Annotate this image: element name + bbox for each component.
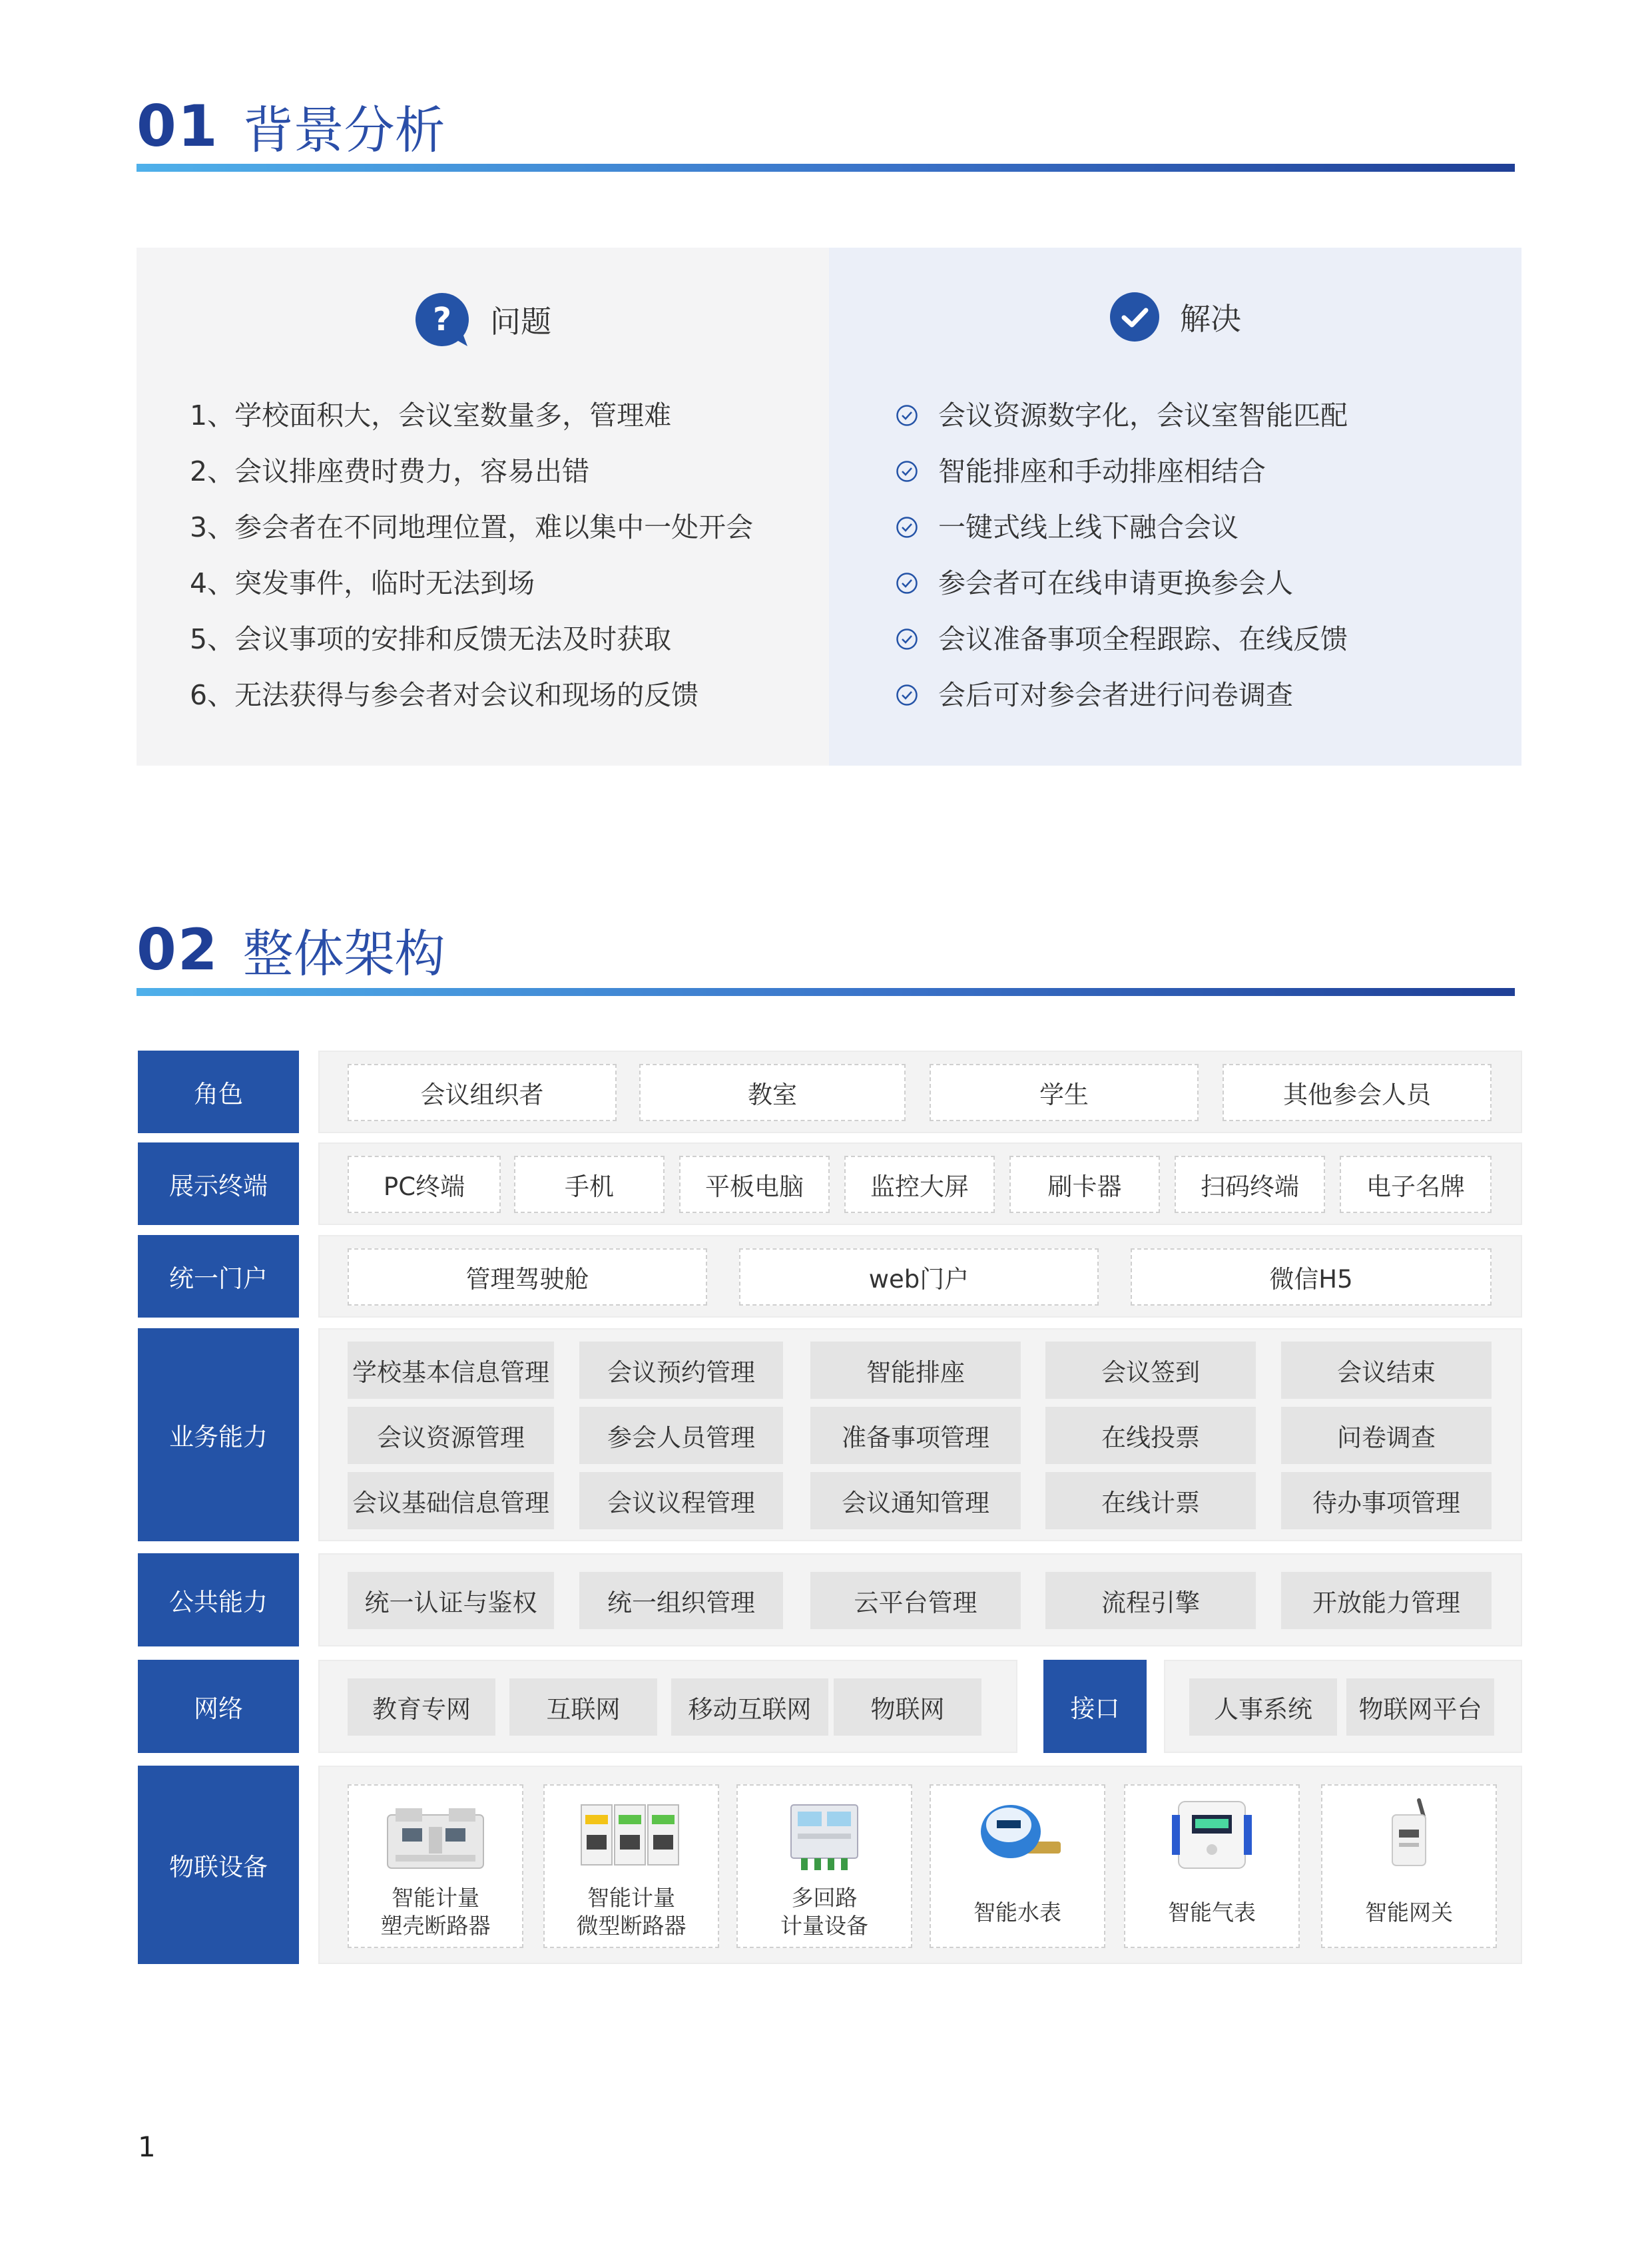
row-label-roles: 角色 [138, 1051, 299, 1133]
portal-chip: 微信H5 [1131, 1248, 1492, 1306]
public-row [318, 1553, 1522, 1646]
business-item: 会议预约管理 [579, 1342, 783, 1399]
svg-text:?: ? [433, 301, 451, 338]
terminal-chip: PC终端 [348, 1156, 501, 1213]
interface-item: 人事系统 [1189, 1678, 1337, 1736]
device-caption: 智能计量 塑壳断路器 [380, 1885, 491, 1939]
device-caption: 智能水表 [973, 1899, 1061, 1925]
portal-row [318, 1235, 1522, 1318]
network-row [318, 1660, 1017, 1753]
solution-text: 会议资源数字化，会议室智能匹配 [938, 399, 1348, 431]
row-label-business: 业务能力 [138, 1328, 299, 1541]
check-outline-icon [896, 572, 918, 595]
portal-chip: 管理驾驶舱 [348, 1248, 707, 1306]
solution-item [896, 443, 1348, 499]
problem-item: 1、学校面积大，会议室数量多，管理难 [190, 399, 672, 431]
solution-item [896, 387, 1348, 443]
device-card [736, 1784, 912, 1948]
solution-label: 解决 [1180, 301, 1241, 337]
roles-row [318, 1051, 1522, 1133]
meter-icon [778, 1795, 871, 1875]
public-item: 统一组织管理 [579, 1572, 783, 1629]
problem-panel [137, 248, 829, 766]
terminal-chip: 平板电脑 [679, 1156, 830, 1213]
business-item: 会议基础信息管理 [348, 1472, 554, 1529]
public-item: 开放能力管理 [1281, 1572, 1492, 1629]
solution-header [829, 292, 1521, 342]
section-2-divider [137, 988, 1515, 996]
row-label-portal: 统一门户 [138, 1235, 299, 1318]
network-item: 移动互联网 [671, 1678, 828, 1736]
device-caption: 智能计量 微型断路器 [576, 1885, 687, 1939]
mcb-icon [575, 1795, 688, 1875]
device-caption: 多回路 计量设备 [780, 1885, 868, 1939]
terminal-chip: 扫码终端 [1175, 1156, 1325, 1213]
row-label-terminals: 展示终端 [138, 1142, 299, 1225]
public-item: 流程引擎 [1045, 1572, 1256, 1629]
business-item: 待办事项管理 [1281, 1472, 1492, 1529]
business-item: 会议议程管理 [579, 1472, 783, 1529]
section-1-title: 背景分析 [242, 101, 445, 160]
public-item: 统一认证与鉴权 [348, 1572, 554, 1629]
row-label-public: 公共能力 [138, 1553, 299, 1646]
business-item: 会议通知管理 [810, 1472, 1021, 1529]
business-item: 参会人员管理 [579, 1407, 783, 1464]
problem-label: 问题 [490, 304, 551, 340]
solution-item [896, 555, 1348, 611]
terminal-chip: 手机 [514, 1156, 665, 1213]
row-label-network: 网络 [138, 1660, 299, 1753]
solution-panel [829, 248, 1521, 766]
gas-meter-icon [1169, 1795, 1255, 1875]
network-item: 物联网 [834, 1678, 981, 1736]
business-item: 问卷调查 [1281, 1407, 1492, 1464]
portal-chip: web门户 [739, 1248, 1099, 1306]
solution-item [896, 611, 1348, 667]
mccb-icon [382, 1795, 489, 1875]
solution-item [896, 499, 1348, 555]
device-card [1124, 1784, 1300, 1948]
check-outline-icon [896, 684, 918, 706]
network-item: 互联网 [509, 1678, 657, 1736]
business-item: 会议结束 [1281, 1342, 1492, 1399]
solution-list [896, 387, 1348, 723]
device-card [543, 1784, 719, 1948]
business-item: 会议资源管理 [348, 1407, 554, 1464]
role-chip: 其他参会人员 [1223, 1064, 1492, 1121]
business-item: 智能排座 [810, 1342, 1021, 1399]
check-outline-icon [896, 516, 918, 539]
device-card [930, 1784, 1105, 1948]
interface-row [1164, 1660, 1522, 1753]
check-circle-icon [1109, 292, 1160, 342]
role-chip: 教室 [639, 1064, 906, 1121]
page-number: 1 [138, 2130, 156, 2163]
device-card [1321, 1784, 1497, 1948]
section-2-number: 02 [137, 916, 219, 983]
water-meter-icon [967, 1795, 1067, 1875]
section-1-heading [137, 90, 445, 162]
section-1-divider [137, 164, 1515, 172]
business-item: 准备事项管理 [810, 1407, 1021, 1464]
question-bubble-icon [414, 292, 470, 348]
terminals-row [318, 1142, 1522, 1225]
section-2-heading [137, 913, 445, 986]
solution-text: 一键式线上线下融合会议 [938, 511, 1239, 543]
problem-item: 2、会议排座费时费力，容易出错 [190, 455, 590, 487]
terminal-chip: 监控大屏 [844, 1156, 995, 1213]
devices-row [318, 1766, 1522, 1964]
business-item: 学校基本信息管理 [348, 1342, 554, 1399]
business-row [318, 1328, 1522, 1541]
solution-text: 会后可对参会者进行问卷调查 [938, 679, 1293, 711]
public-item: 云平台管理 [810, 1572, 1021, 1629]
check-outline-icon [896, 404, 918, 427]
row-label-devices: 物联设备 [138, 1766, 299, 1964]
problem-item: 5、会议事项的安排和反馈无法及时获取 [190, 623, 672, 655]
interface-item: 物联网平台 [1346, 1678, 1494, 1736]
device-caption: 智能网关 [1365, 1899, 1453, 1925]
solution-text: 参会者可在线申请更换参会人 [938, 567, 1293, 599]
check-outline-icon [896, 628, 918, 650]
check-outline-icon [896, 460, 918, 483]
solution-item [896, 667, 1348, 723]
role-chip: 学生 [930, 1064, 1199, 1121]
gateway-icon [1372, 1795, 1446, 1875]
business-item: 会议签到 [1045, 1342, 1256, 1399]
section-2-title: 整体架构 [242, 924, 445, 983]
network-item: 教育专网 [348, 1678, 495, 1736]
business-item: 在线计票 [1045, 1472, 1256, 1529]
problem-list [190, 387, 753, 723]
device-caption: 智能气表 [1168, 1899, 1256, 1925]
terminal-chip: 电子名牌 [1340, 1156, 1492, 1213]
problem-item: 3、参会者在不同地理位置，难以集中一处开会 [190, 511, 754, 543]
role-chip: 会议组织者 [348, 1064, 617, 1121]
problem-item: 6、无法获得与参会者对会议和现场的反馈 [190, 679, 699, 711]
terminal-chip: 刷卡器 [1009, 1156, 1160, 1213]
problem-header [137, 292, 829, 348]
business-item: 在线投票 [1045, 1407, 1256, 1464]
device-card [348, 1784, 523, 1948]
solution-text: 会议准备事项全程跟踪、在线反馈 [938, 623, 1348, 655]
row-label-interface: 接口 [1043, 1660, 1147, 1753]
problem-item: 4、突发事件，临时无法到场 [190, 567, 535, 599]
solution-text: 智能排座和手动排座相结合 [938, 455, 1266, 487]
section-1-number: 01 [137, 93, 219, 160]
